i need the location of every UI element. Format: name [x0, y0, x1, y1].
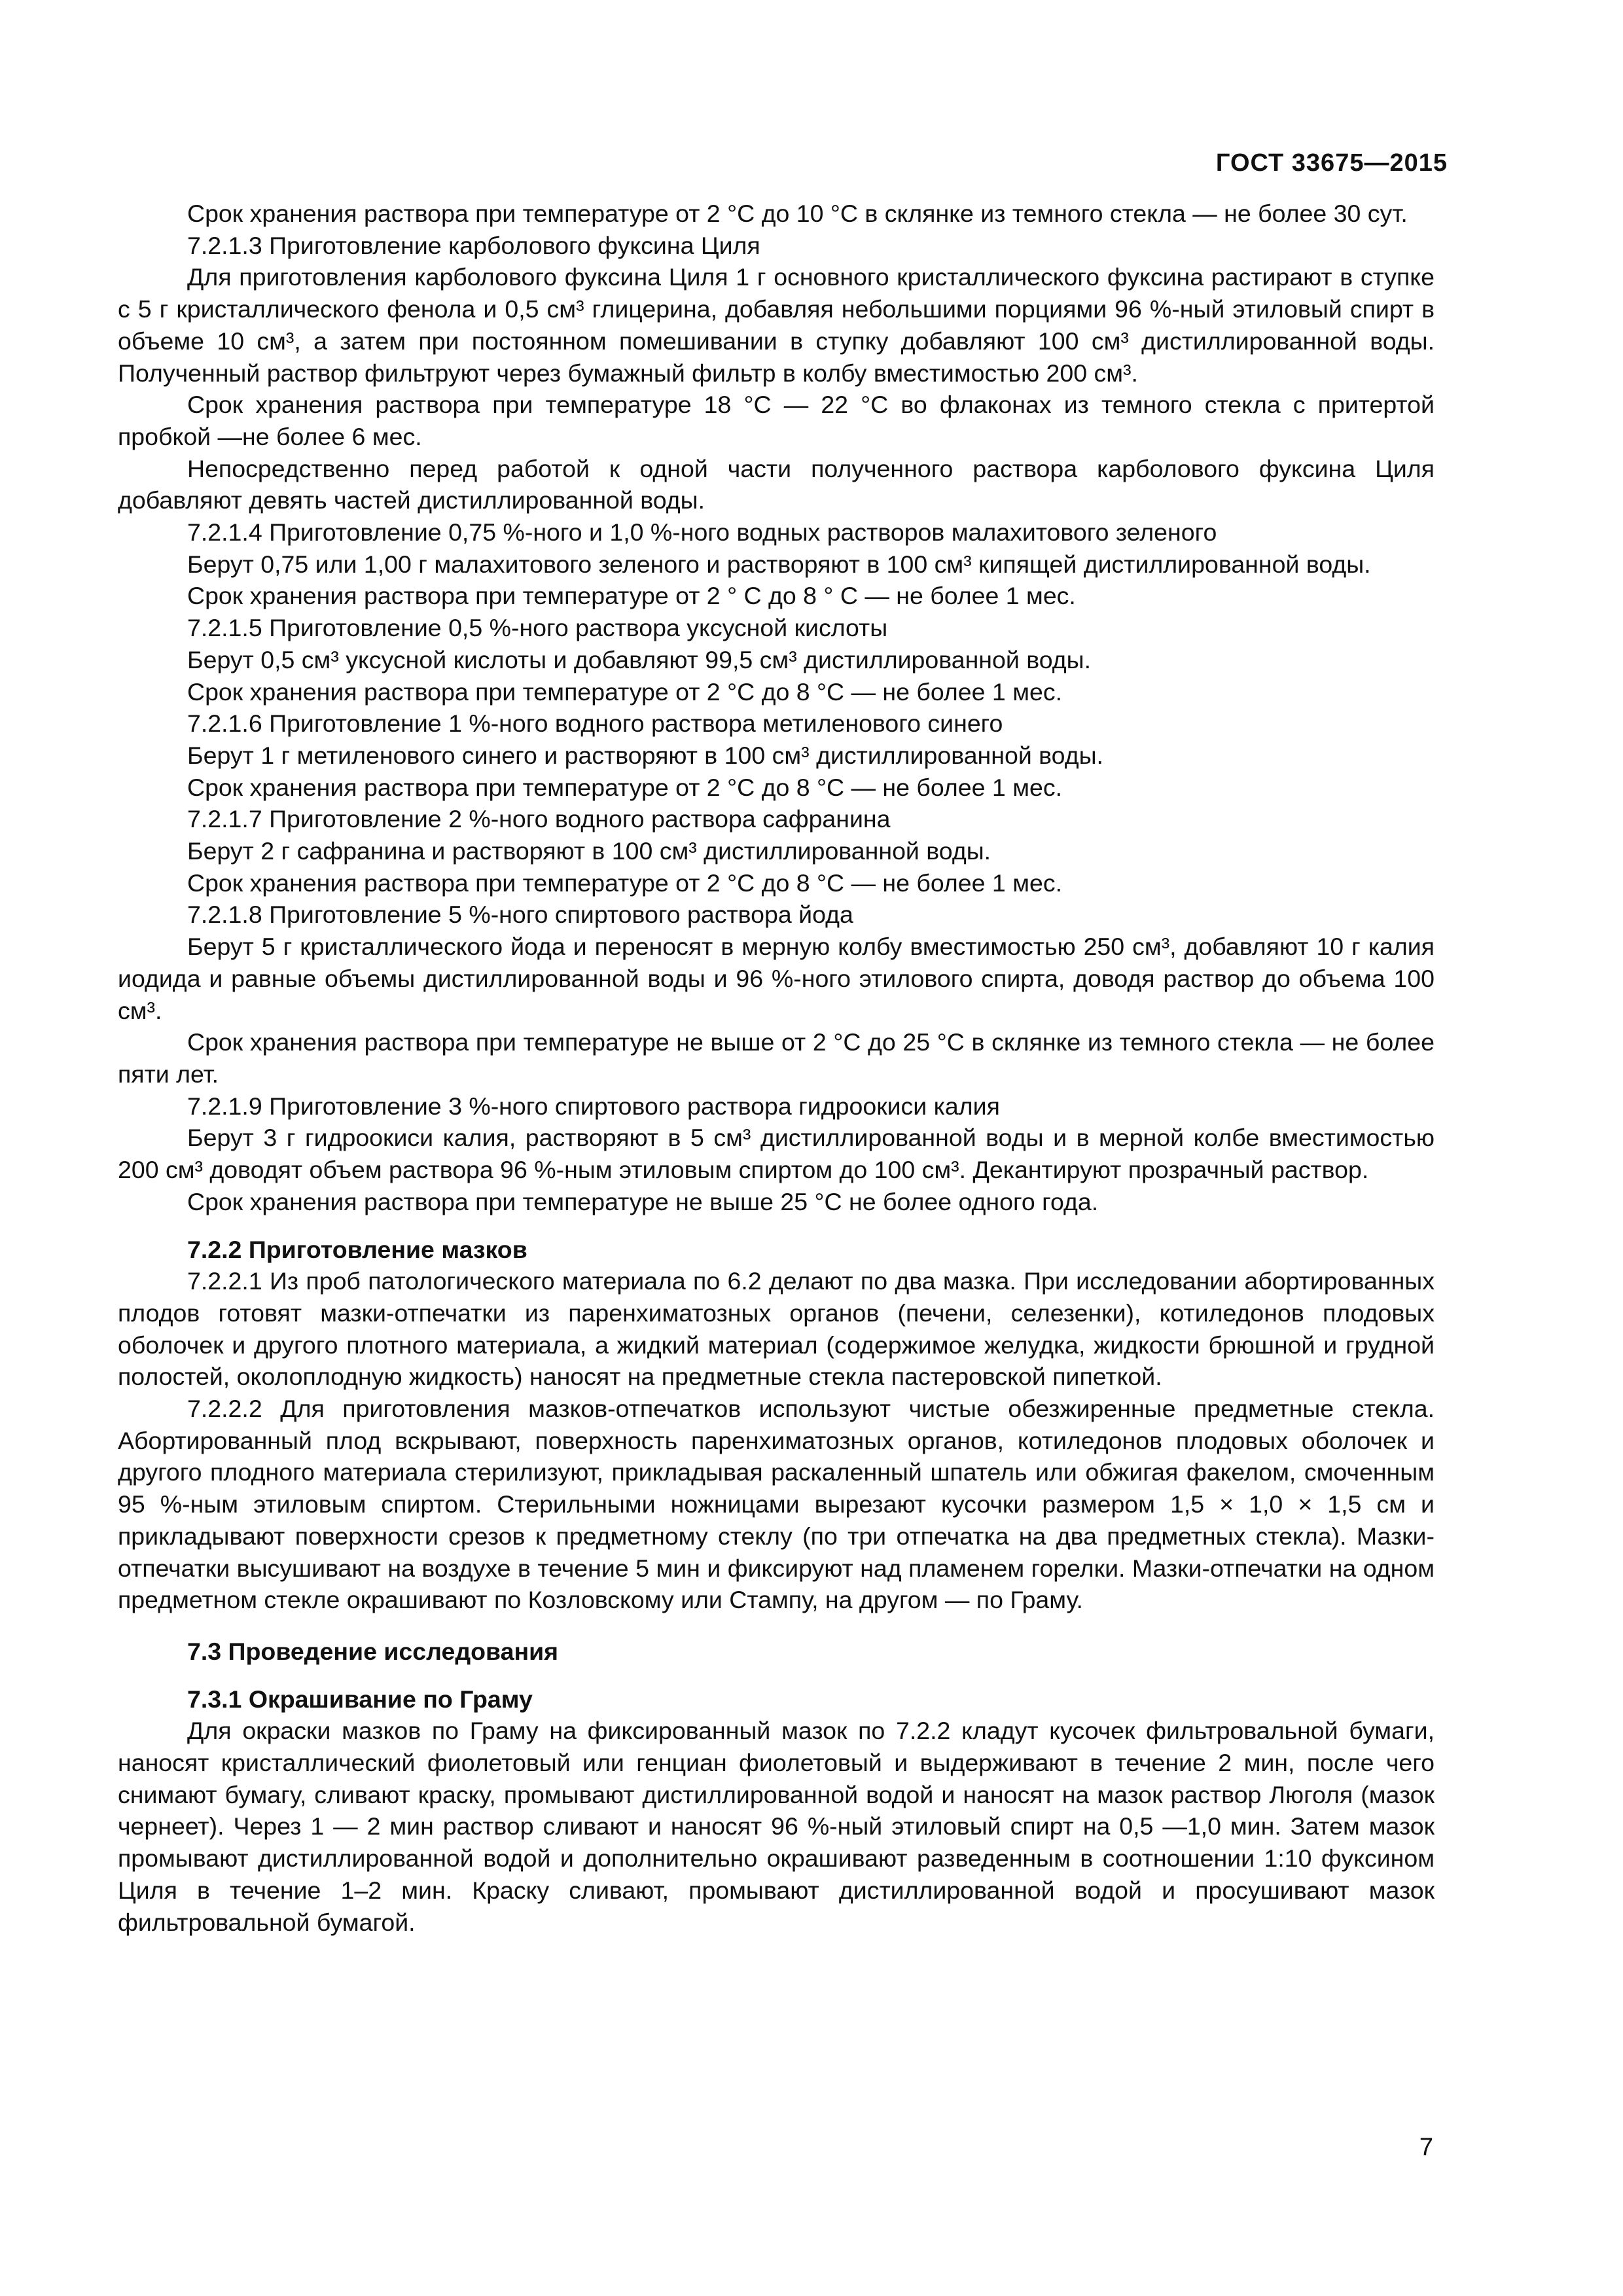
paragraph: 7.2.1.3 Приготовление карболового фуксина Циля: [187, 231, 760, 259]
paragraph: Непосредственно перед работой к одной части полученного раствора карболового фуксина Циля добавляют девять частей дистиллированной воды.: [118, 454, 1435, 514]
paragraph: Срок хранения раствора при температуре от 2 °С до 8 °С — не более 1 мес.: [187, 773, 1062, 801]
paragraph: 7.2.1.9 Приготовление 3 %-ного спиртового раствора гидроокиси калия: [187, 1092, 1000, 1120]
paragraph: Берут 0,5 см³ уксусной кислоты и добавляют 99,5 см³ дистиллированной воды.: [187, 645, 1092, 673]
page-number: 7: [1419, 2134, 1433, 2161]
paragraph: 7.2.2.1 Из проб патологического материала по 6.2 делают по два мазка. При исследовании абортированных плодов готовят мазки-отпечатки из паренхиматозных органов (печени, селезенки), котиледонов плодовых оболочек и другого плотного материала, а жидкий материал (содержимое желудка, жидкости брюшной и грудной полостей, околоплодную жидкость) наносят на предметные стекла пастеровской пипеткой.: [118, 1267, 1435, 1391]
paragraph: 7.2.2.2 Для приготовления мазков-отпечатков используют чистые обезжиренные предметные стекла. Абортированный плод вскрывают, поверхность паренхиматозных органов, котиледонов плодовых оболочек и другого плодного материала стерилизуют, прикладывая раскаленный шпатель или обжигая факелом, смоченным 95 %-ным этиловым спиртом. Стерильными ножницами вырезают кусочки размером 1,5 × 1,0 × 1,5 см и прикладывают поверхности срезов к предметному стеклу (по три отпечатка на два предметных стекла). Мазки-отпечатки высушивают на воздухе в течение 5 мин и фиксируют над пламенем горелки. Мазки-отпечатки на одном предметном стекле окрашивают по Козловскому или Стампу, на другом — по Граму.: [118, 1395, 1435, 1614]
paragraph: Срок хранения раствора при температуре от 2 °С до 8 °С — не более 1 мес.: [187, 677, 1062, 706]
paragraph: 7.2.1.6 Приготовление 1 %-ного водного раствора метиленового синего: [187, 709, 1003, 738]
paragraph: Срок хранения раствора при температуре не выше от 2 °С до 25 °С в склянке из темного стекла — не более пяти лет.: [118, 1028, 1435, 1088]
subsection-heading: 7.3.1 Окрашивание по Граму: [187, 1685, 533, 1713]
paragraph: Берут 1 г метиленового синего и растворяют в 100 см³ дистиллированной воды.: [187, 741, 1103, 769]
paragraph: 7.2.1.4 Приготовление 0,75 %-ного и 1,0 %-ного водных растворов малахитового зеленого: [187, 518, 1217, 547]
paragraph: Берут 3 г гидроокиси калия, растворяют в 5 см³ дистиллированной воды и в мерной колбе вместимостью 200 см³ доводят объем раствора 96 %-ным этиловым спиртом до 100 см³. Декантируют прозрачный раствор.: [118, 1124, 1435, 1184]
paragraph: 7.2.1.7 Приготовление 2 %-ного водного раствора сафранина: [187, 805, 891, 833]
paragraph: Берут 5 г кристаллического йода и переносят в мерную колбу вместимостью 250 см³, добавляют 10 г калия иодида и равные объемы дистиллированной воды и 96 %-ного этилового спирта, доводя раствор до объема 100 см³.: [118, 933, 1435, 1024]
paragraph: Берут 2 г сафранина и растворяют в 100 см³ дистиллированной воды.: [187, 837, 991, 865]
paragraph: 7.2.1.8 Приготовление 5 %-ного спиртового раствора йода: [187, 901, 853, 929]
document-body: [118, 198, 1435, 1938]
paragraph: Для окраски мазков по Граму на фиксированный мазок по 7.2.2 кладут кусочек фильтровальной бумаги, наносят кристаллический фиолетовый или генциан фиолетовый и выдерживают в течение 2 мин, после чего снимают бумагу, сливают краску, промывают дистиллированной водой и наносят на мазок раствор Люголя (мазок чернеет). Через 1 — 2 мин раствор сливают и наносят 96 %-ный этиловый спирт на 0,5 —1,0 мин. Затем мазок промывают дистиллированной водой и дополнительно окрашивают разведенным в соотношении 1:10 фуксином Циля в течение 1–2 мин. Краску сливают, промывают дистиллированной водой и просушивают мазок фильтровальной бумагой.: [118, 1717, 1435, 1936]
paragraph: Берут 0,75 или 1,00 г малахитового зеленого и растворяют в 100 см³ кипящей дистиллированной воды.: [187, 550, 1371, 578]
paragraph: Для приготовления карболового фуксина Циля 1 г основного кристаллического фуксина растирают в ступке с 5 г кристаллического фенола и 0,5 см³ глицерина, добавляя небольшими порциями 96 %-ный этиловый спирт в объеме 10 см³, а затем при постоянном помешивании в ступку добавляют 100 см³ дистиллированной воды. Полученный раствор фильтруют через бумажный фильтр в колбу вместимостью 200 см³.: [118, 263, 1435, 387]
section-heading: 7.2.2 Приготовление мазков: [187, 1235, 527, 1263]
paragraph: Срок хранения раствора при температуре не выше 25 °С не более одного года.: [187, 1187, 1099, 1215]
standard-header: ГОСТ 33675—2015: [1215, 149, 1448, 177]
paragraph: Срок хранения раствора при температуре от 2 °С до 8 °С — не более 1 мес.: [187, 869, 1062, 897]
paragraph: 7.2.1.5 Приготовление 0,5 %-ного раствора уксусной кислоты: [187, 614, 888, 642]
paragraph: Срок хранения раствора при температуре от 2 °С до 10 °С в склянке из темного стекла — не более 30 сут.: [187, 200, 1408, 227]
paragraph: Срок хранения раствора при температуре от 2 ° С до 8 ° С — не более 1 мес.: [187, 582, 1076, 610]
section-heading: 7.3 Проведение исследования: [187, 1637, 559, 1665]
paragraph: Срок хранения раствора при температуре 18 °С — 22 °С во флаконах из темного стекла с притертой пробкой —не более 6 мес.: [118, 391, 1435, 450]
